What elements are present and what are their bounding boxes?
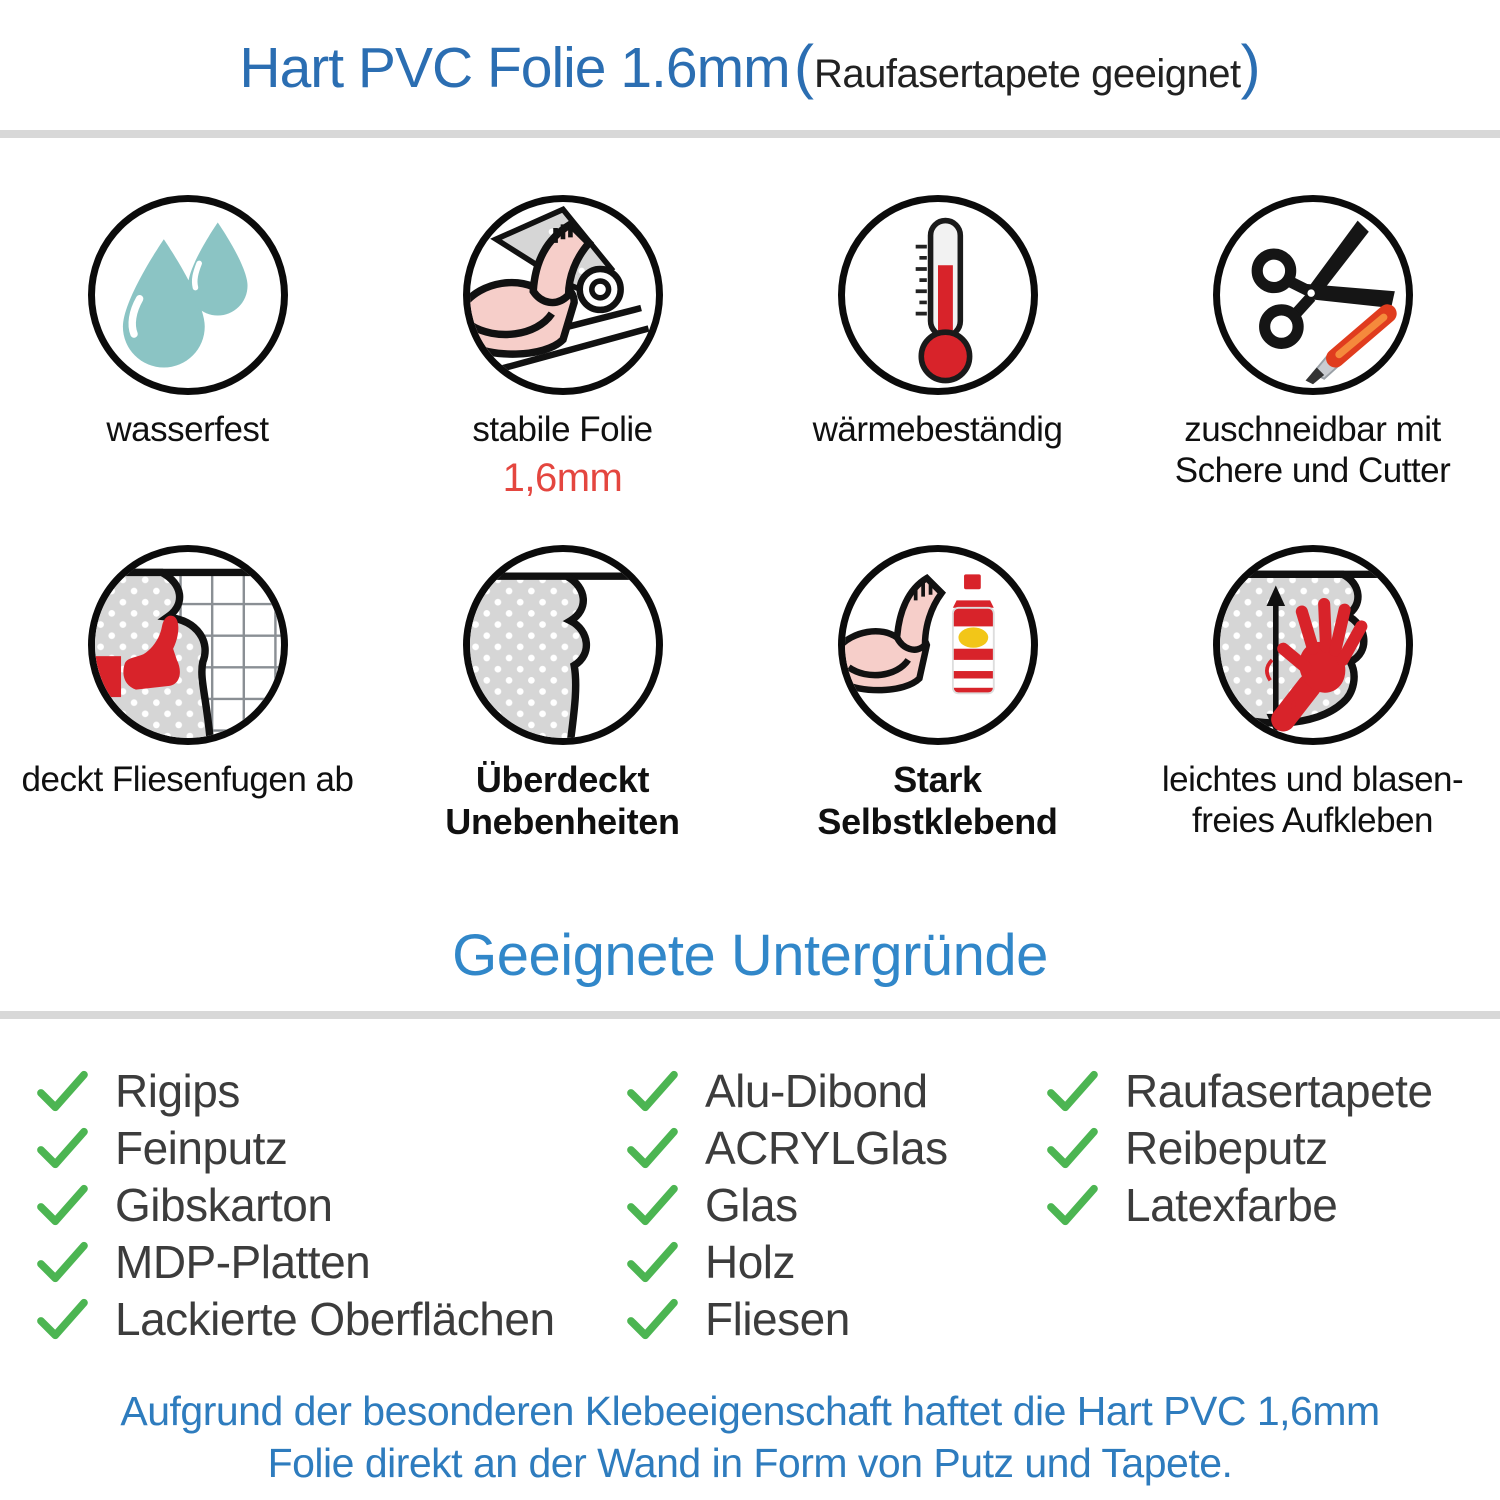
check-item-label: Fliesen: [705, 1292, 850, 1345]
check-item: [625, 1119, 1045, 1176]
checkmark-icon: [625, 1240, 679, 1284]
footer-line: Aufgrund der besonderen Klebeeigenschaft haftet die Hart PVC 1,6mm: [120, 1388, 1380, 1434]
checkmark-icon: [35, 1240, 89, 1284]
check-item-label: Feinputz: [115, 1121, 288, 1174]
feature-label: leichtes und blasen- freies Aufkleben: [1161, 760, 1464, 841]
check-item-label: Latexfarbe: [1125, 1178, 1338, 1231]
feature-selbstklebend: [750, 545, 1125, 844]
feature-wasserfest: [0, 195, 375, 545]
feature-fliesenfugen: [0, 545, 375, 844]
feature-grid: [0, 195, 1500, 844]
surfaces-checklist: [0, 1062, 1500, 1347]
check-item-label: ACRYLGlas: [705, 1121, 948, 1174]
checkmark-icon: [625, 1126, 679, 1170]
check-item: [1045, 1176, 1500, 1233]
checkmark-icon: [1045, 1183, 1099, 1227]
check-item: [625, 1062, 1045, 1119]
footer-line: Folie direkt an der Wand in Form von Putz und Tapete.: [267, 1440, 1233, 1487]
feature-label: Stark Selbstklebend: [817, 759, 1058, 843]
checkmark-icon: [35, 1126, 89, 1170]
surfaces-column-3: [1045, 1062, 1500, 1347]
thumb-up-tiles-icon: [88, 545, 288, 745]
feature-label: Überdeckt Unebenheiten: [445, 759, 680, 843]
check-item-label: Reibeputz: [1125, 1121, 1328, 1174]
water-drops-icon: [88, 195, 288, 395]
check-item: [35, 1290, 625, 1347]
footer-note: [0, 1385, 1500, 1490]
feature-stabile-folie: [375, 195, 750, 545]
check-item-label: Holz: [705, 1235, 796, 1288]
feature-zuschneidbar: [1125, 195, 1500, 545]
check-item-label: Raufasertapete: [1125, 1064, 1433, 1117]
feature-label: wärmebeständig: [812, 410, 1063, 449]
check-item: [625, 1176, 1045, 1233]
feature-label: zuschneidbar mit Schere und Cutter: [1174, 410, 1451, 491]
checkmark-icon: [625, 1297, 679, 1341]
feature-aufkleben: [1125, 545, 1500, 844]
surfaces-heading: Geeignete Untergründe: [452, 923, 1048, 988]
page-title: [0, 32, 1500, 101]
feature-label: deckt Fliesenfugen ab: [21, 760, 354, 799]
check-item: [1045, 1062, 1500, 1119]
check-item: [35, 1062, 625, 1119]
feature-unebenheiten: [375, 545, 750, 844]
title-open-paren: (: [794, 33, 814, 100]
checkmark-icon: [35, 1069, 89, 1113]
feature-thickness-value: 1,6mm: [502, 456, 623, 501]
checkmark-icon: [35, 1297, 89, 1341]
check-item: [625, 1290, 1045, 1347]
strong-arm-glue-tube-icon: [838, 545, 1038, 745]
check-item: [35, 1176, 625, 1233]
surfaces-column-1: [35, 1062, 625, 1347]
check-item: [35, 1119, 625, 1176]
foil-covers-bumps-icon: [463, 545, 663, 745]
scissors-cutter-icon: [1213, 195, 1413, 395]
check-item: [1045, 1119, 1500, 1176]
check-item: [35, 1233, 625, 1290]
check-item-label: Alu-Dibond: [705, 1064, 928, 1117]
thermometer-icon: [838, 195, 1038, 395]
check-item-label: MDP-Platten: [115, 1235, 371, 1288]
strong-arm-foil-icon: [463, 195, 663, 395]
checkmark-icon: [1045, 1069, 1099, 1113]
check-item-label: Glas: [705, 1178, 798, 1231]
check-item-label: Lackierte Oberflächen: [115, 1292, 555, 1345]
checkmark-icon: [625, 1069, 679, 1113]
check-item: [625, 1233, 1045, 1290]
hand-applying-foil-icon: [1213, 545, 1413, 745]
title-note: Raufasertapete geeignet: [813, 52, 1241, 96]
surfaces-column-2: [625, 1062, 1045, 1347]
divider: [0, 1011, 1500, 1019]
divider: [0, 130, 1500, 138]
title-close-paren: ): [1240, 33, 1261, 100]
feature-label: stabile Folie: [472, 410, 653, 449]
check-item-label: Rigips: [115, 1064, 240, 1117]
feature-label: wasserfest: [106, 410, 269, 449]
checkmark-icon: [625, 1183, 679, 1227]
checkmark-icon: [1045, 1126, 1099, 1170]
checkmark-icon: [35, 1183, 89, 1227]
check-item-label: Gibskarton: [115, 1178, 333, 1231]
title-main: Hart PVC Folie 1.6mm: [239, 36, 790, 100]
feature-waermebestaendig: [750, 195, 1125, 545]
